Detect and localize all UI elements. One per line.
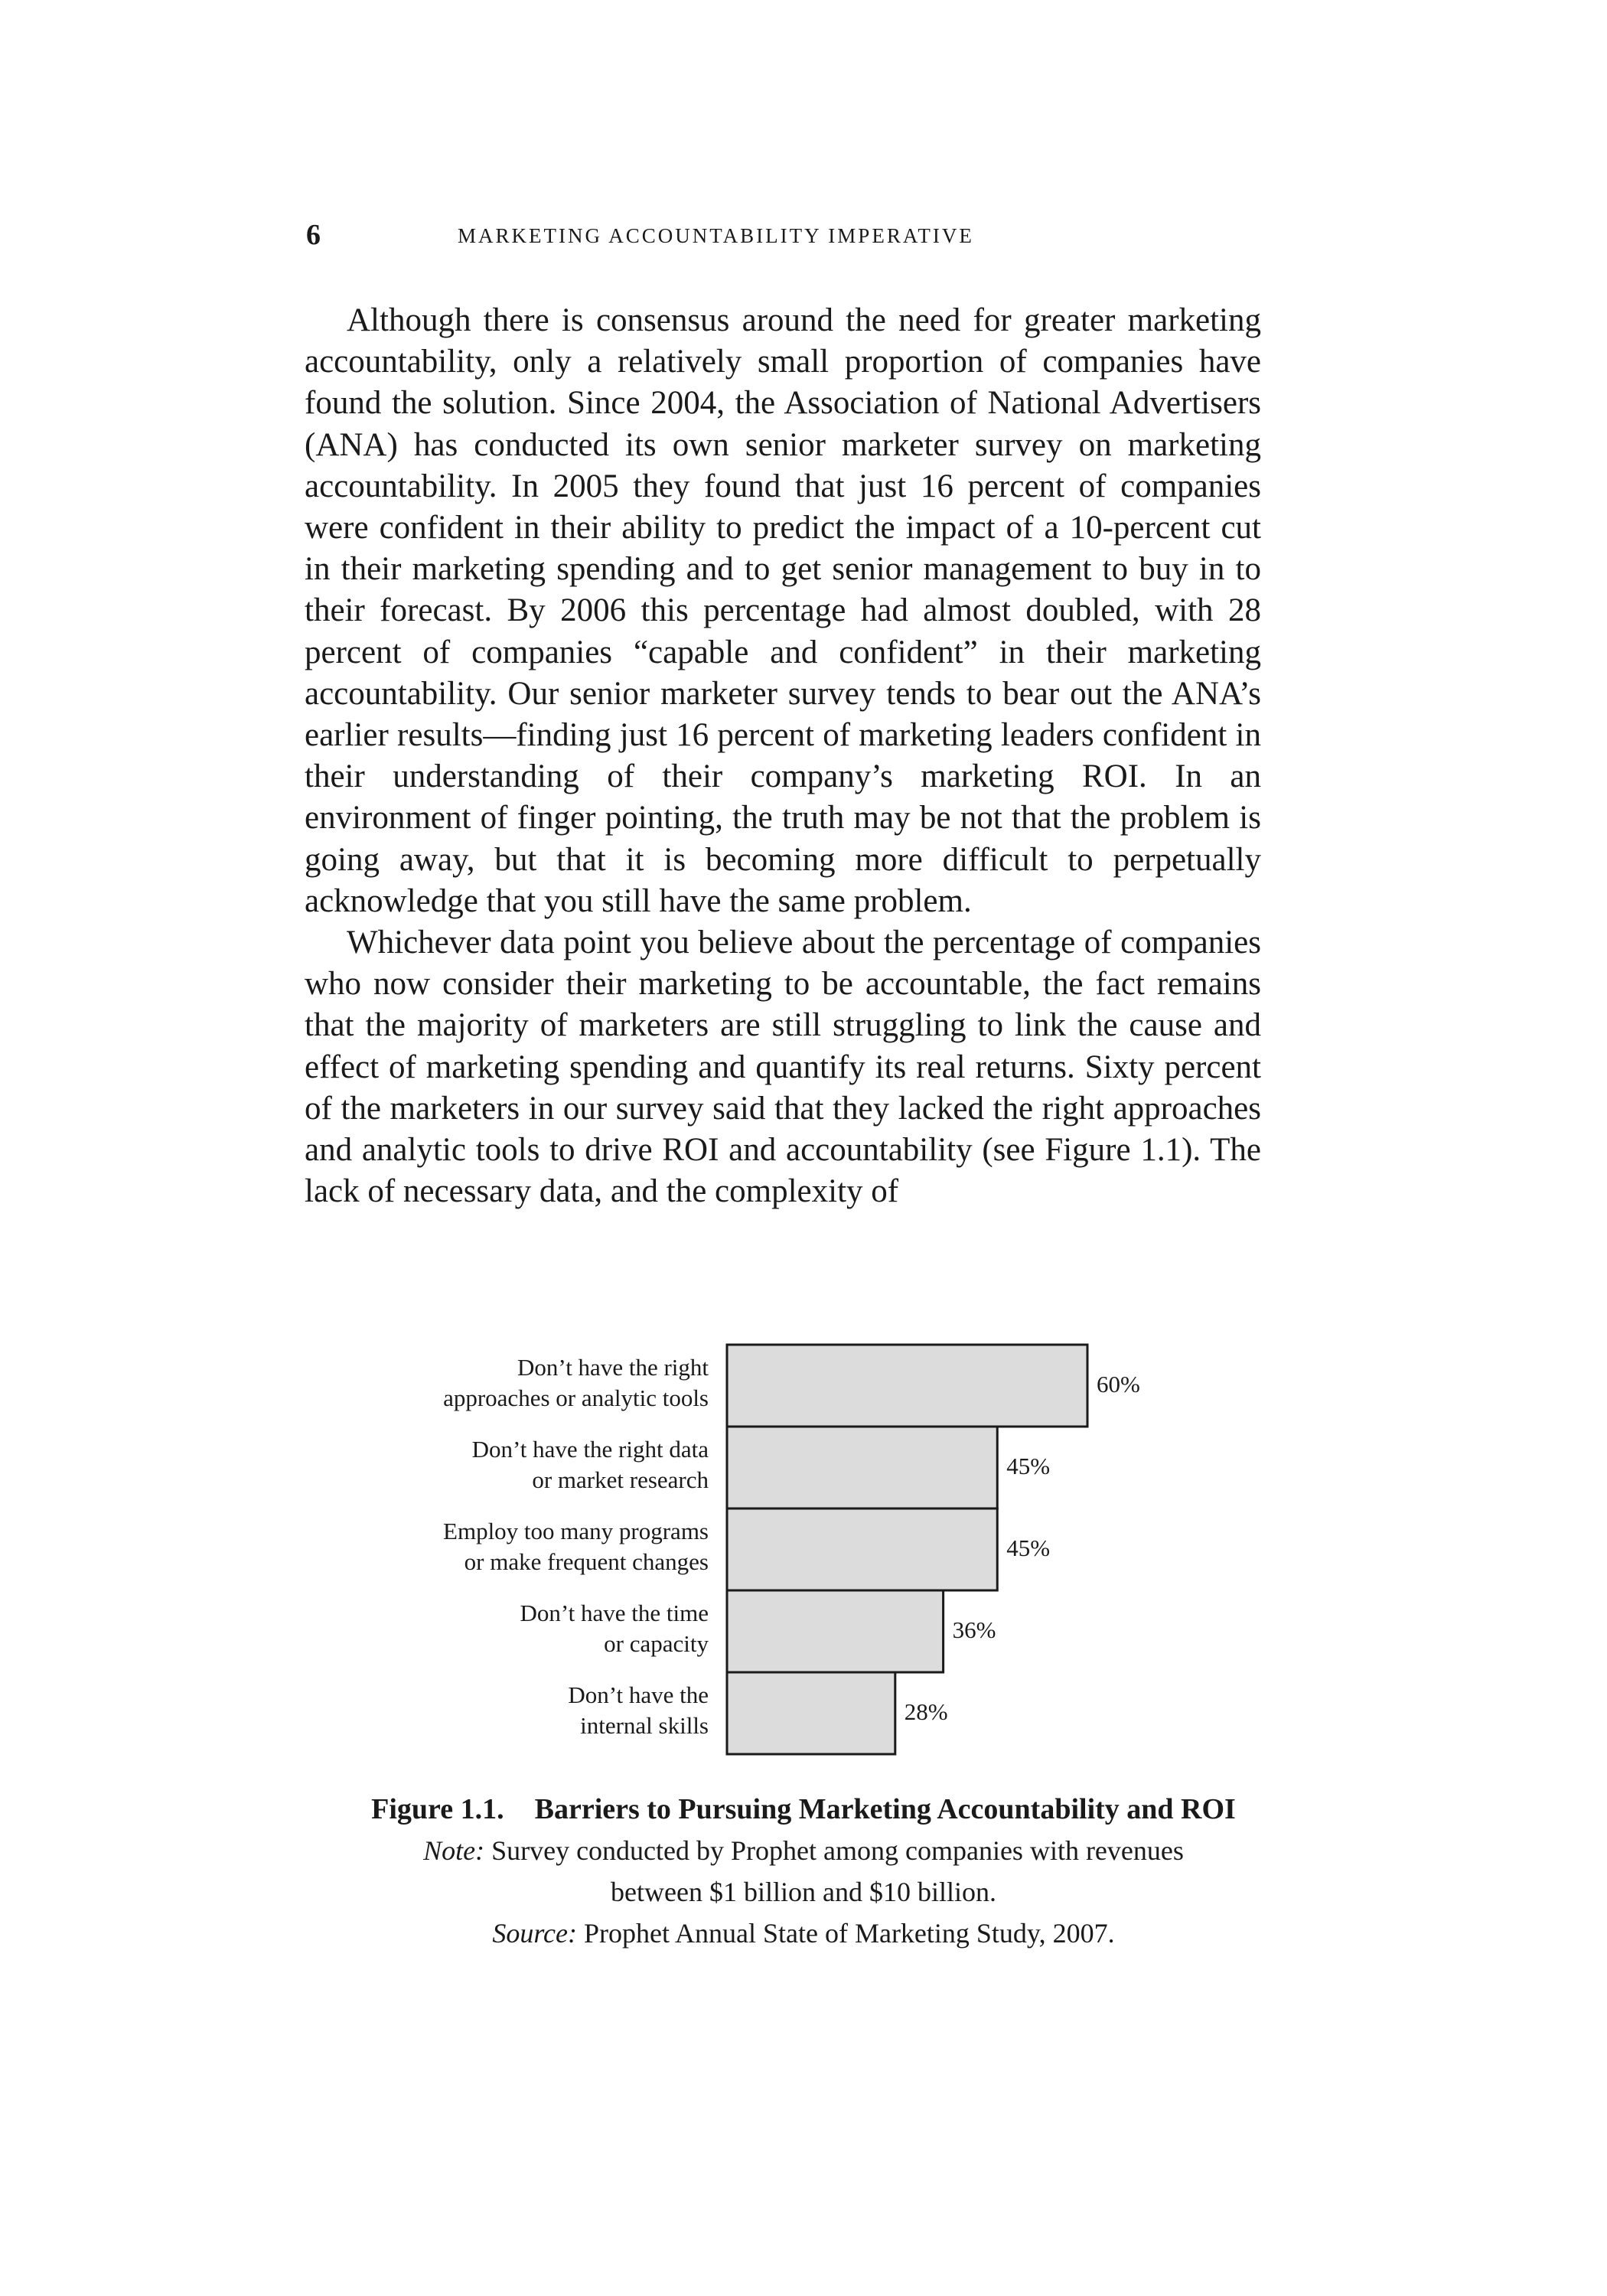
- bar: [727, 1590, 944, 1672]
- page-number: 6: [306, 219, 321, 251]
- value-label: 45%: [1006, 1453, 1051, 1479]
- value-label: 28%: [904, 1698, 948, 1725]
- figure-title: Barriers to Pursuing Marketing Accountability and ROI: [534, 1793, 1236, 1825]
- bar: [727, 1345, 1087, 1427]
- running-head: MARKETING ACCOUNTABILITY IMPERATIVE: [458, 224, 974, 247]
- figure-source: [0, 1919, 1607, 1947]
- category-label: or capacity: [604, 1630, 709, 1657]
- paragraph-2: Whichever data point you believe about the percentage of companies who now consider their marketing to be accountable, the fact remains that the majority of marketers are still struggling to link the cause and effect of marketing spending and quantify its real returns. Sixty percent of the marketers in our survey said that they lacked the right approaches and analytic tools to drive ROI and accountability (see Figure 1.1). The lack of necessary data, and the complexity of: [305, 925, 1261, 1210]
- note-label: Note:: [423, 1835, 485, 1866]
- category-label: Don’t have the right: [517, 1354, 709, 1381]
- category-label: internal skills: [580, 1712, 709, 1739]
- paragraph-1: Although there is consensus around the need for greater marketing accountability, only a relatively small proportion of companies have found the solution. Since 2004, the Association of National Advertisers (ANA) has conducted its own senior marketer survey on marketing accountability. In 2005 they found that just 16 percent of companies were confident in their ability to predict the impact of a 10-percent cut in their marketing spending and to get senior management to buy in to their forecast. By 2006 this percentage had almost doubled, with 28 percent of companies “capable and confident” in their marketing accountability. Our senior marketer survey tends to bear out the ANA’s earlier results—finding just 16 percent of marketing leaders confident in their understanding of their company’s marketing ROI. In an environment of finger pointing, the truth may be not that the problem is going away, but that it is becoming more difficult to perpetually acknowledge that you still have the same problem.: [305, 302, 1261, 919]
- category-label: approaches or analytic tools: [443, 1384, 709, 1411]
- figure-note-line-1: [0, 1837, 1607, 1864]
- value-label: 60%: [1097, 1371, 1140, 1397]
- bar: [727, 1672, 895, 1754]
- source-label: Source:: [492, 1918, 577, 1949]
- value-label: 36%: [952, 1616, 996, 1643]
- note-text-1: Survey conducted by Prophet among companies with revenues: [491, 1835, 1184, 1866]
- bar: [727, 1427, 997, 1508]
- figure-note-line-2: between $1 billion and $10 billion.: [611, 1877, 996, 1907]
- bar: [727, 1508, 997, 1590]
- figure-number: Figure 1.1.: [371, 1793, 504, 1825]
- category-label: or make frequent changes: [464, 1548, 709, 1575]
- category-label: Don’t have the: [568, 1681, 709, 1708]
- value-label: 45%: [1006, 1534, 1051, 1561]
- category-label: Don’t have the time: [520, 1600, 709, 1626]
- figure-caption-title: [0, 1795, 1607, 1824]
- source-text: Prophet Annual State of Marketing Study, 2007.: [584, 1918, 1115, 1949]
- category-label: or market research: [532, 1466, 709, 1493]
- category-label: Don’t have the right data: [471, 1436, 709, 1463]
- category-label: Employ too many programs: [443, 1518, 709, 1544]
